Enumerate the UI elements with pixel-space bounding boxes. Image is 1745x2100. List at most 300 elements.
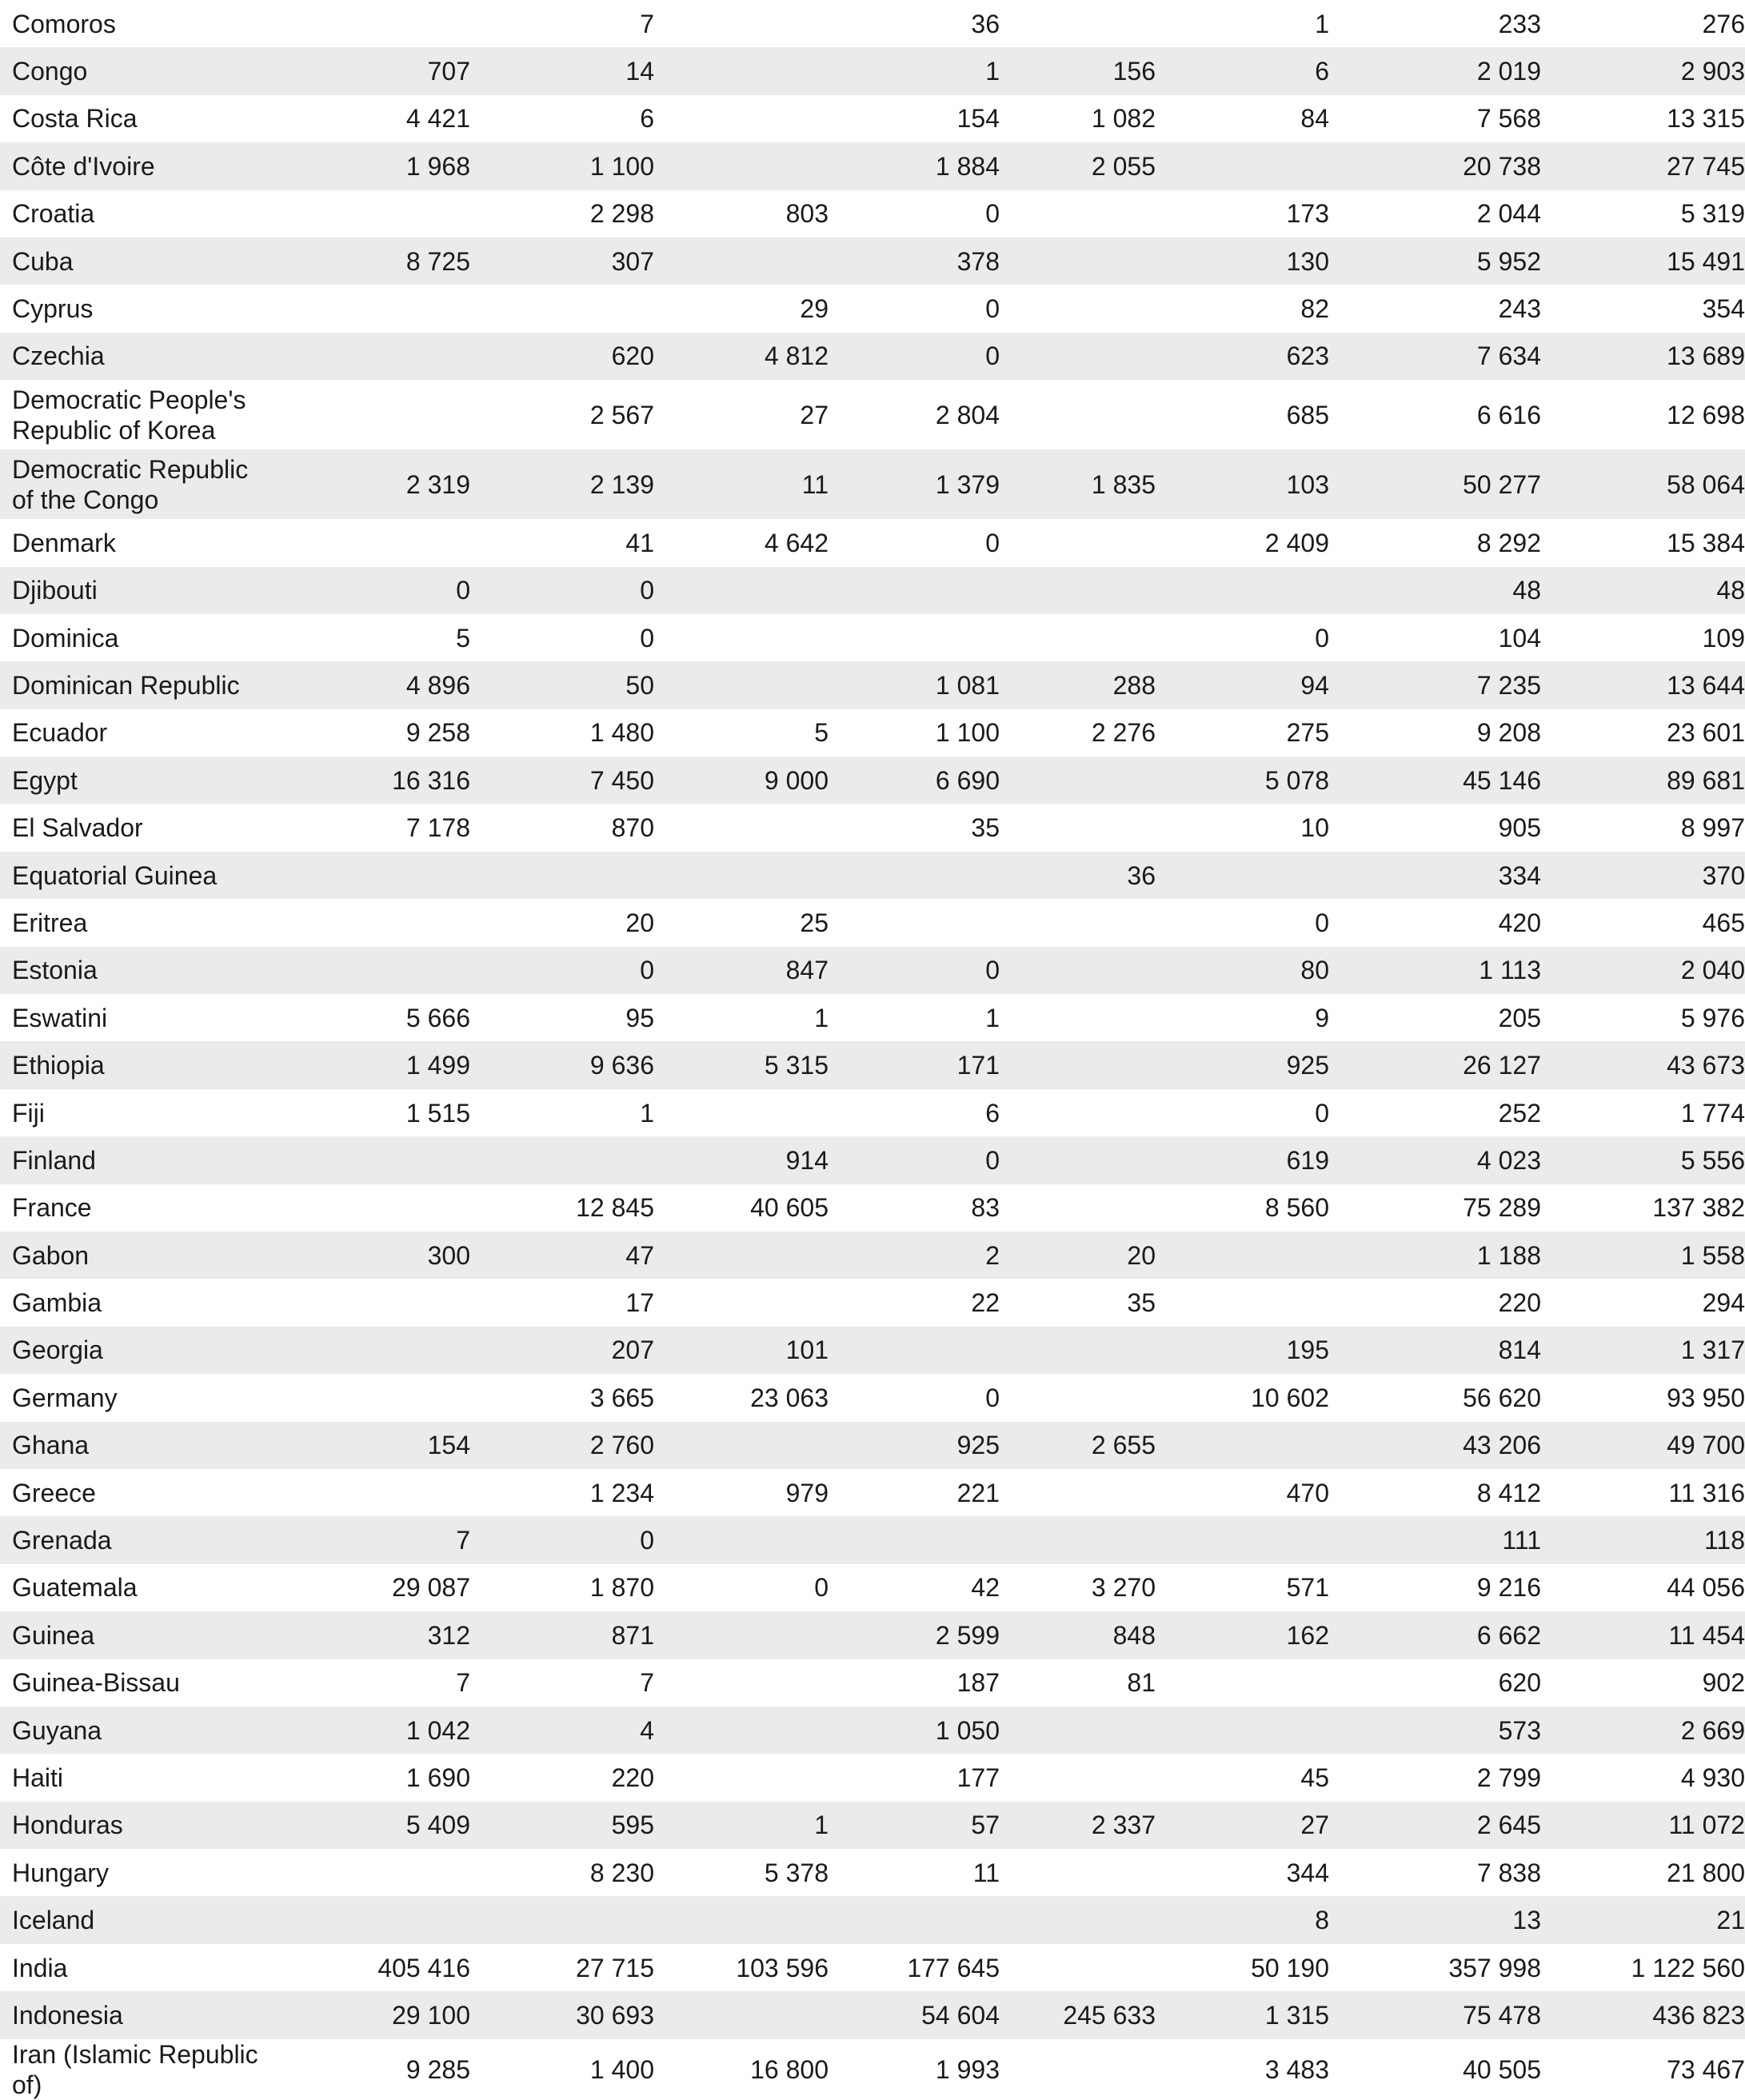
value-cell xyxy=(654,1659,829,1707)
table-row xyxy=(0,1991,1745,2038)
value-cell xyxy=(1000,1707,1156,1754)
value-cell: 436 823 xyxy=(1541,1991,1745,2038)
value-cell: 7 xyxy=(272,1659,470,1707)
country-name-cell: Finland xyxy=(0,1136,272,1184)
value-cell xyxy=(1000,1516,1156,1563)
value-cell: 288 xyxy=(1000,661,1156,709)
value-cell: 420 xyxy=(1329,899,1541,946)
country-name-cell: France xyxy=(0,1184,272,1232)
value-cell: 9 216 xyxy=(1329,1564,1541,1611)
value-cell xyxy=(654,1516,829,1563)
value-cell: 29 xyxy=(654,285,829,332)
value-cell: 2 055 xyxy=(1000,142,1156,190)
value-cell: 4 xyxy=(470,1707,654,1754)
value-cell: 12 845 xyxy=(470,1184,654,1232)
table-row xyxy=(0,1802,1745,1849)
value-cell: 0 xyxy=(470,947,654,994)
value-cell: 5 378 xyxy=(654,1849,829,1896)
value-cell: 3 270 xyxy=(1000,1564,1156,1611)
value-cell xyxy=(1000,1896,1156,1943)
value-cell: 195 xyxy=(1156,1327,1329,1374)
table-row xyxy=(0,519,1745,566)
country-name-cell: Fiji xyxy=(0,1089,272,1136)
value-cell: 73 467 xyxy=(1541,2039,1745,2100)
value-cell: 707 xyxy=(272,47,470,94)
value-cell: 13 315 xyxy=(1541,95,1745,142)
value-cell xyxy=(1000,0,1156,47)
value-cell xyxy=(829,567,1000,614)
value-cell: 5 666 xyxy=(272,994,470,1041)
value-cell: 7 568 xyxy=(1329,95,1541,142)
value-cell: 2 645 xyxy=(1329,1802,1541,1849)
value-cell: 84 xyxy=(1156,95,1329,142)
value-cell xyxy=(654,0,829,47)
value-cell xyxy=(654,1089,829,1136)
value-cell xyxy=(1000,519,1156,566)
value-cell: 8 412 xyxy=(1329,1469,1541,1516)
value-cell: 27 xyxy=(1156,1802,1329,1849)
table-row xyxy=(0,1707,1745,1754)
value-cell xyxy=(654,1611,829,1659)
value-cell xyxy=(1000,1136,1156,1184)
value-cell: 2 804 xyxy=(829,380,1000,449)
value-cell: 48 xyxy=(1329,567,1541,614)
value-cell xyxy=(654,804,829,851)
table-row xyxy=(0,709,1745,757)
value-cell: 6 662 xyxy=(1329,1611,1541,1659)
value-cell: 6 xyxy=(1156,47,1329,94)
value-cell: 925 xyxy=(1156,1041,1329,1088)
value-cell: 173 xyxy=(1156,190,1329,238)
country-name-cell: Grenada xyxy=(0,1516,272,1563)
value-cell xyxy=(470,852,654,899)
value-cell: 20 xyxy=(470,899,654,946)
value-cell: 1 xyxy=(654,994,829,1041)
value-cell: 109 xyxy=(1541,614,1745,661)
value-cell: 571 xyxy=(1156,1564,1329,1611)
value-cell: 4 896 xyxy=(272,661,470,709)
value-cell: 0 xyxy=(829,947,1000,994)
value-cell: 4 812 xyxy=(654,333,829,380)
value-cell: 220 xyxy=(1329,1279,1541,1326)
value-cell: 2 298 xyxy=(470,190,654,238)
value-cell: 89 681 xyxy=(1541,757,1745,804)
value-cell: 2 655 xyxy=(1000,1422,1156,1469)
value-cell xyxy=(1000,1469,1156,1516)
country-name-cell: Denmark xyxy=(0,519,272,566)
value-cell: 0 xyxy=(1156,899,1329,946)
value-cell: 101 xyxy=(654,1327,829,1374)
value-cell: 0 xyxy=(829,333,1000,380)
value-cell: 233 xyxy=(1329,0,1541,47)
value-cell: 814 xyxy=(1329,1327,1541,1374)
value-cell: 29 100 xyxy=(272,1991,470,2038)
value-cell xyxy=(1000,1327,1156,1374)
value-cell: 16 316 xyxy=(272,757,470,804)
value-cell xyxy=(1156,1516,1329,1563)
value-cell: 5 xyxy=(272,614,470,661)
table-row xyxy=(0,190,1745,238)
value-cell: 925 xyxy=(829,1422,1000,1469)
value-cell xyxy=(272,285,470,332)
value-cell: 25 xyxy=(654,899,829,946)
value-cell: 619 xyxy=(1156,1136,1329,1184)
value-cell: 2 xyxy=(829,1232,1000,1279)
value-cell: 620 xyxy=(1329,1659,1541,1707)
value-cell: 620 xyxy=(470,333,654,380)
table-row xyxy=(0,449,1745,519)
value-cell: 7 178 xyxy=(272,804,470,851)
country-name-cell: Eritrea xyxy=(0,899,272,946)
value-cell: 2 276 xyxy=(1000,709,1156,757)
value-cell: 11 072 xyxy=(1541,1802,1745,1849)
value-cell: 1 xyxy=(829,47,1000,94)
country-name-cell: Democratic People's Republic of Korea xyxy=(0,380,272,449)
table-row xyxy=(0,1232,1745,1279)
value-cell xyxy=(1156,1659,1329,1707)
value-cell: 43 206 xyxy=(1329,1422,1541,1469)
table-row xyxy=(0,994,1745,1041)
table-row xyxy=(0,95,1745,142)
value-cell: 803 xyxy=(654,190,829,238)
country-name-cell: Georgia xyxy=(0,1327,272,1374)
table-row xyxy=(0,804,1745,851)
value-cell: 2 599 xyxy=(829,1611,1000,1659)
value-cell: 1 993 xyxy=(829,2039,1000,2100)
value-cell: 50 277 xyxy=(1329,449,1541,519)
value-cell xyxy=(654,1896,829,1943)
value-cell xyxy=(654,95,829,142)
value-cell: 0 xyxy=(470,614,654,661)
country-name-cell: India xyxy=(0,1944,272,1991)
value-cell: 54 604 xyxy=(829,1991,1000,2038)
value-cell: 4 421 xyxy=(272,95,470,142)
value-cell: 3 665 xyxy=(470,1374,654,1421)
value-cell xyxy=(1000,1944,1156,1991)
value-cell: 13 644 xyxy=(1541,661,1745,709)
value-cell: 1 315 xyxy=(1156,1991,1329,2038)
table-row xyxy=(0,380,1745,449)
value-cell xyxy=(1000,380,1156,449)
value-cell: 312 xyxy=(272,1611,470,1659)
value-cell xyxy=(272,1279,470,1326)
value-cell: 50 190 xyxy=(1156,1944,1329,1991)
value-cell: 154 xyxy=(272,1422,470,1469)
value-cell: 2 040 xyxy=(1541,947,1745,994)
country-name-cell: Dominica xyxy=(0,614,272,661)
value-cell: 2 669 xyxy=(1541,1707,1745,1754)
value-cell: 902 xyxy=(1541,1659,1745,1707)
table-row xyxy=(0,852,1745,899)
value-cell: 573 xyxy=(1329,1707,1541,1754)
value-cell xyxy=(829,1896,1000,1943)
value-cell: 6 xyxy=(829,1089,1000,1136)
value-cell: 9 000 xyxy=(654,757,829,804)
value-cell: 45 xyxy=(1156,1754,1329,1801)
value-cell: 2 409 xyxy=(1156,519,1329,566)
value-cell: 30 693 xyxy=(470,1991,654,2038)
value-cell xyxy=(654,1991,829,2038)
value-cell: 0 xyxy=(654,1564,829,1611)
value-cell: 871 xyxy=(470,1611,654,1659)
value-cell: 93 950 xyxy=(1541,1374,1745,1421)
value-cell: 1 480 xyxy=(470,709,654,757)
value-cell: 470 xyxy=(1156,1469,1329,1516)
value-cell: 1 884 xyxy=(829,142,1000,190)
value-cell: 465 xyxy=(1541,899,1745,946)
table-row xyxy=(0,1849,1745,1896)
value-cell: 1 050 xyxy=(829,1707,1000,1754)
table-row xyxy=(0,567,1745,614)
value-cell: 7 xyxy=(272,1516,470,1563)
country-name-cell: Côte d'Ivoire xyxy=(0,142,272,190)
value-cell: 9 285 xyxy=(272,2039,470,2100)
value-cell: 26 127 xyxy=(1329,1041,1541,1088)
value-cell: 162 xyxy=(1156,1611,1329,1659)
value-cell xyxy=(1000,1374,1156,1421)
table-row xyxy=(0,614,1745,661)
value-cell xyxy=(1156,1422,1329,1469)
value-cell: 111 xyxy=(1329,1516,1541,1563)
value-cell: 50 xyxy=(470,661,654,709)
value-cell: 15 384 xyxy=(1541,519,1745,566)
value-cell: 36 xyxy=(829,0,1000,47)
value-cell xyxy=(829,614,1000,661)
value-cell xyxy=(654,614,829,661)
value-cell xyxy=(1000,1089,1156,1136)
value-cell: 44 056 xyxy=(1541,1564,1745,1611)
value-cell: 45 146 xyxy=(1329,757,1541,804)
value-cell: 6 690 xyxy=(829,757,1000,804)
value-cell: 48 xyxy=(1541,567,1745,614)
country-name-cell: Honduras xyxy=(0,1802,272,1849)
value-cell: 294 xyxy=(1541,1279,1745,1326)
value-cell: 1 968 xyxy=(272,142,470,190)
value-cell: 276 xyxy=(1541,0,1745,47)
value-cell: 685 xyxy=(1156,380,1329,449)
value-cell: 49 700 xyxy=(1541,1422,1745,1469)
value-cell: 16 800 xyxy=(654,2039,829,2100)
value-cell: 83 xyxy=(829,1184,1000,1232)
value-cell xyxy=(1000,804,1156,851)
value-cell: 177 645 xyxy=(829,1944,1000,1991)
value-cell: 870 xyxy=(470,804,654,851)
value-cell xyxy=(470,1896,654,1943)
value-cell: 0 xyxy=(470,1516,654,1563)
table-row xyxy=(0,1469,1745,1516)
value-cell xyxy=(1000,994,1156,1041)
value-cell: 187 xyxy=(829,1659,1000,1707)
value-cell: 94 xyxy=(1156,661,1329,709)
country-name-cell: Greece xyxy=(0,1469,272,1516)
table-row xyxy=(0,757,1745,804)
table-row xyxy=(0,947,1745,994)
table-row xyxy=(0,47,1745,94)
value-cell: 75 478 xyxy=(1329,1991,1541,2038)
value-cell: 7 xyxy=(470,1659,654,1707)
table-row xyxy=(0,1041,1745,1088)
country-name-cell: Guyana xyxy=(0,1707,272,1754)
value-cell: 5 409 xyxy=(272,1802,470,1849)
value-cell: 81 xyxy=(1000,1659,1156,1707)
country-name-cell: Guatemala xyxy=(0,1564,272,1611)
value-cell xyxy=(1156,142,1329,190)
value-cell: 14 xyxy=(470,47,654,94)
value-cell: 5 976 xyxy=(1541,994,1745,1041)
value-cell: 0 xyxy=(829,285,1000,332)
table-row xyxy=(0,1422,1745,1469)
value-cell: 5 xyxy=(654,709,829,757)
value-cell: 1 188 xyxy=(1329,1232,1541,1279)
value-cell xyxy=(654,1707,829,1754)
value-cell xyxy=(272,333,470,380)
value-cell: 15 491 xyxy=(1541,238,1745,285)
value-cell xyxy=(1000,333,1156,380)
value-cell xyxy=(654,142,829,190)
value-cell: 0 xyxy=(829,519,1000,566)
value-cell: 0 xyxy=(470,567,654,614)
table-row xyxy=(0,1516,1745,1563)
value-cell: 220 xyxy=(470,1754,654,1801)
country-name-cell: Gabon xyxy=(0,1232,272,1279)
table-row xyxy=(0,0,1745,47)
country-name-cell: Egypt xyxy=(0,757,272,804)
value-cell: 405 416 xyxy=(272,1944,470,1991)
value-cell: 1 122 560 xyxy=(1541,1944,1745,1991)
value-cell: 154 xyxy=(829,95,1000,142)
value-cell xyxy=(654,47,829,94)
value-cell: 27 715 xyxy=(470,1944,654,1991)
value-cell: 1 113 xyxy=(1329,947,1541,994)
value-cell: 354 xyxy=(1541,285,1745,332)
value-cell: 6 xyxy=(470,95,654,142)
value-cell: 5 315 xyxy=(654,1041,829,1088)
country-name-cell: Iceland xyxy=(0,1896,272,1943)
value-cell: 5 078 xyxy=(1156,757,1329,804)
value-cell xyxy=(1000,238,1156,285)
value-cell: 1 042 xyxy=(272,1707,470,1754)
table-row xyxy=(0,1564,1745,1611)
value-cell xyxy=(1000,947,1156,994)
value-cell xyxy=(1000,899,1156,946)
country-name-cell: Comoros xyxy=(0,0,272,47)
value-cell xyxy=(829,852,1000,899)
value-cell xyxy=(470,1136,654,1184)
country-name-cell: Cyprus xyxy=(0,285,272,332)
value-cell xyxy=(1000,1849,1156,1896)
value-cell: 23 601 xyxy=(1541,709,1745,757)
value-cell: 275 xyxy=(1156,709,1329,757)
value-cell xyxy=(654,1279,829,1326)
value-cell: 7 838 xyxy=(1329,1849,1541,1896)
value-cell: 40 605 xyxy=(654,1184,829,1232)
value-cell xyxy=(1156,852,1329,899)
value-cell: 2 139 xyxy=(470,449,654,519)
value-cell: 2 337 xyxy=(1000,1802,1156,1849)
value-cell: 243 xyxy=(1329,285,1541,332)
value-cell: 5 319 xyxy=(1541,190,1745,238)
value-cell xyxy=(272,1469,470,1516)
country-name-cell: Croatia xyxy=(0,190,272,238)
table-row xyxy=(0,1136,1745,1184)
value-cell xyxy=(272,1136,470,1184)
value-cell: 130 xyxy=(1156,238,1329,285)
value-cell: 1 xyxy=(654,1802,829,1849)
table-row xyxy=(0,1611,1745,1659)
value-cell: 137 382 xyxy=(1541,1184,1745,1232)
value-cell: 1 100 xyxy=(829,709,1000,757)
country-name-cell: El Salvador xyxy=(0,804,272,851)
value-cell: 1 100 xyxy=(470,142,654,190)
value-cell: 8 725 xyxy=(272,238,470,285)
value-cell: 40 505 xyxy=(1329,2039,1541,2100)
country-name-cell: Hungary xyxy=(0,1849,272,1896)
value-cell: 42 xyxy=(829,1564,1000,1611)
value-cell: 118 xyxy=(1541,1516,1745,1563)
value-cell: 207 xyxy=(470,1327,654,1374)
value-cell: 8 292 xyxy=(1329,519,1541,566)
value-cell: 2 799 xyxy=(1329,1754,1541,1801)
value-cell: 82 xyxy=(1156,285,1329,332)
country-name-cell: Ecuador xyxy=(0,709,272,757)
table-row xyxy=(0,1944,1745,1991)
value-cell xyxy=(1000,190,1156,238)
value-cell: 35 xyxy=(829,804,1000,851)
value-cell: 2 903 xyxy=(1541,47,1745,94)
value-cell xyxy=(654,567,829,614)
value-cell: 2 760 xyxy=(470,1422,654,1469)
table-row xyxy=(0,1279,1745,1326)
value-cell: 22 xyxy=(829,1279,1000,1326)
table-row xyxy=(0,285,1745,332)
value-cell: 4 023 xyxy=(1329,1136,1541,1184)
value-cell: 20 xyxy=(1000,1232,1156,1279)
value-cell xyxy=(654,852,829,899)
value-cell: 171 xyxy=(829,1041,1000,1088)
value-cell: 1 082 xyxy=(1000,95,1156,142)
value-cell: 8 997 xyxy=(1541,804,1745,851)
country-name-cell: Congo xyxy=(0,47,272,94)
value-cell: 7 450 xyxy=(470,757,654,804)
value-cell: 0 xyxy=(1156,1089,1329,1136)
value-cell: 1 870 xyxy=(470,1564,654,1611)
table-row xyxy=(0,1374,1745,1421)
value-cell xyxy=(272,1184,470,1232)
table-row xyxy=(0,1089,1745,1136)
country-name-cell: Germany xyxy=(0,1374,272,1421)
value-cell xyxy=(272,1896,470,1943)
value-cell: 905 xyxy=(1329,804,1541,851)
value-cell: 0 xyxy=(829,1136,1000,1184)
value-cell xyxy=(1000,1754,1156,1801)
country-name-cell: Costa Rica xyxy=(0,95,272,142)
value-cell xyxy=(1000,757,1156,804)
value-cell: 5 556 xyxy=(1541,1136,1745,1184)
value-cell xyxy=(1156,567,1329,614)
value-cell: 58 064 xyxy=(1541,449,1745,519)
value-cell: 0 xyxy=(829,1374,1000,1421)
value-cell xyxy=(272,899,470,946)
value-cell xyxy=(272,519,470,566)
value-cell: 9 258 xyxy=(272,709,470,757)
value-cell: 1 081 xyxy=(829,661,1000,709)
value-cell: 1 xyxy=(470,1089,654,1136)
value-cell xyxy=(1000,1041,1156,1088)
value-cell xyxy=(272,380,470,449)
value-cell: 36 xyxy=(1000,852,1156,899)
value-cell: 21 xyxy=(1541,1896,1745,1943)
value-cell: 103 596 xyxy=(654,1944,829,1991)
